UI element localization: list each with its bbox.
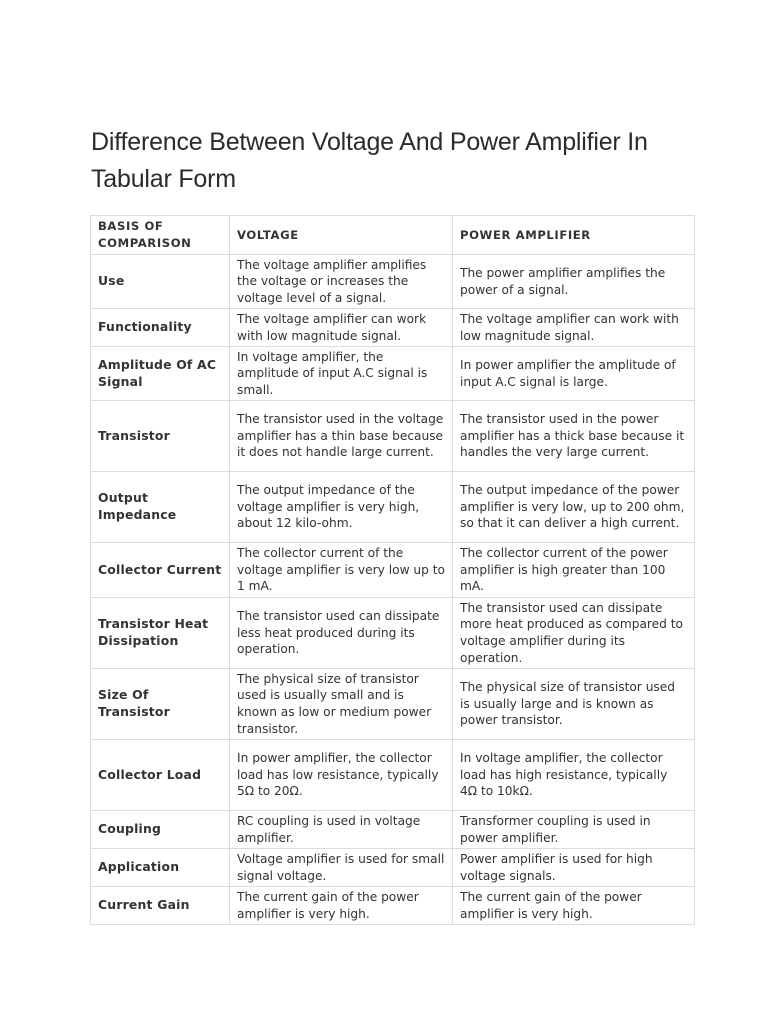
power-cell: Transformer coupling is used in power amplifier. (453, 811, 695, 849)
table-header-row (91, 216, 695, 255)
voltage-cell: The current gain of the power amplifier is very high. (230, 887, 453, 925)
table-row (91, 811, 695, 849)
header-basis: BASIS OF COMPARISON (91, 216, 230, 255)
voltage-cell: The transistor used in the voltage amplifier has a thin base because it does not handle large current. (230, 401, 453, 472)
basis-cell: Coupling (91, 811, 230, 849)
table-row (91, 309, 695, 347)
power-cell: The collector current of the power amplifier is high greater than 100 mA. (453, 543, 695, 598)
voltage-cell: RC coupling is used in voltage amplifier. (230, 811, 453, 849)
table-row (91, 472, 695, 543)
comparison-table (90, 215, 695, 925)
table-row (91, 401, 695, 472)
power-cell: In voltage amplifier, the collector load has high resistance, typically 4Ω to 10kΩ. (453, 740, 695, 811)
basis-cell: Transistor Heat Dissipation (91, 598, 230, 669)
table-row (91, 849, 695, 887)
basis-cell: Collector Load (91, 740, 230, 811)
power-cell: The transistor used can dissipate more heat produced as compared to voltage amplifier during its operation. (453, 598, 695, 669)
table-row (91, 740, 695, 811)
basis-cell: Current Gain (91, 887, 230, 925)
basis-cell: Output Impedance (91, 472, 230, 543)
voltage-cell: The collector current of the voltage amplifier is very low up to 1 mA. (230, 543, 453, 598)
table-row (91, 543, 695, 598)
basis-cell: Use (91, 255, 230, 309)
power-cell: The power amplifier amplifies the power of a signal. (453, 255, 695, 309)
voltage-cell: The voltage amplifier amplifies the voltage or increases the voltage level of a signal. (230, 255, 453, 309)
table-row (91, 255, 695, 309)
power-cell: In power amplifier the amplitude of input A.C signal is large. (453, 347, 695, 401)
table-row (91, 347, 695, 401)
basis-cell: Collector Current (91, 543, 230, 598)
voltage-cell: In power amplifier, the collector load has low resistance, typically 5Ω to 20Ω. (230, 740, 453, 811)
power-cell: The current gain of the power amplifier is very high. (453, 887, 695, 925)
header-voltage: VOLTAGE (230, 216, 453, 255)
basis-cell: Size Of Transistor (91, 669, 230, 740)
power-cell: Power amplifier is used for high voltage signals. (453, 849, 695, 887)
basis-cell: Transistor (91, 401, 230, 472)
power-cell: The transistor used in the power amplifier has a thick base because it handles the very large current. (453, 401, 695, 472)
table-row (91, 598, 695, 669)
table-row (91, 669, 695, 740)
basis-cell: Amplitude Of AC Signal (91, 347, 230, 401)
voltage-cell: Voltage amplifier is used for small signal voltage. (230, 849, 453, 887)
page-title: Difference Between Voltage And Power Amplifier In Tabular Form (91, 128, 648, 193)
power-cell: The physical size of transistor used is usually large and is known as power transistor. (453, 669, 695, 740)
power-cell: The voltage amplifier can work with low magnitude signal. (453, 309, 695, 347)
voltage-cell: The voltage amplifier can work with low magnitude signal. (230, 309, 453, 347)
basis-cell: Application (91, 849, 230, 887)
voltage-cell: The transistor used can dissipate less heat produced during its operation. (230, 598, 453, 669)
voltage-cell: The physical size of transistor used is usually small and is known as low or medium power transistor. (230, 669, 453, 740)
table-row (91, 887, 695, 925)
power-cell: The output impedance of the power amplifier is very low, up to 200 ohm, so that it can deliver a high current. (453, 472, 695, 543)
voltage-cell: The output impedance of the voltage amplifier is very high, about 12 kilo-ohm. (230, 472, 453, 543)
basis-cell: Functionality (91, 309, 230, 347)
voltage-cell: In voltage amplifier, the amplitude of input A.C signal is small. (230, 347, 453, 401)
header-power-amplifier: POWER AMPLIFIER (453, 216, 695, 255)
